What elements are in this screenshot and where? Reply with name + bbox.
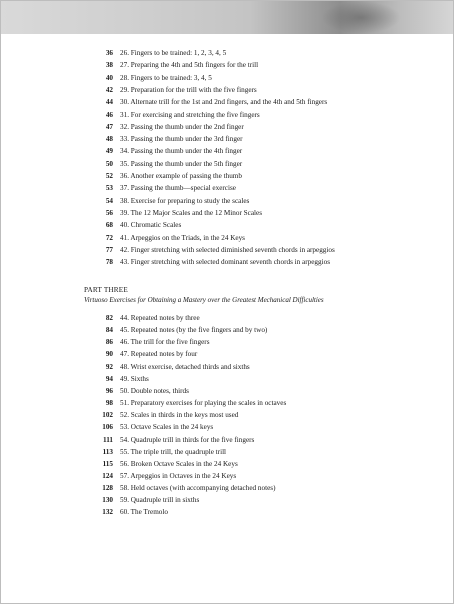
toc-page-number: 52 (105, 172, 113, 180)
toc-entry-title: 33. Passing the thumb under the 3rd finger (120, 135, 243, 144)
toc-entry-title: 48. Wrist exercise, detached thirds and sixths (120, 362, 250, 371)
toc-entry (1, 73, 453, 84)
toc-entry-title: 60. The Tremolo (120, 508, 168, 517)
toc-page-number: 90 (105, 350, 113, 359)
toc-entry-title: 56. Broken Octave Scales in the 24 Keys (120, 459, 238, 468)
toc-entry (1, 471, 453, 482)
toc-entry-title: 35. Passing the thumb under the 5th finger (120, 159, 243, 168)
toc-page-number: 38 (105, 61, 113, 70)
toc-page-number: 46 (105, 110, 113, 119)
toc-entry (1, 245, 453, 256)
toc-entry (1, 313, 453, 324)
toc-page-number: 50 (105, 159, 113, 168)
toc-entry-title: 54. Quadruple trill in thirds for the five fingers (120, 435, 255, 444)
toc-entry (1, 362, 453, 373)
toc-entry (1, 171, 453, 182)
toc-entry (1, 60, 453, 71)
toc-entry-title: 44. Repeated notes by three (120, 314, 200, 322)
toc-entry (1, 495, 453, 506)
toc-page-number: 48 (105, 135, 113, 144)
toc-entry (1, 208, 453, 219)
toc-page-number: 84 (105, 326, 113, 335)
toc-entry (1, 146, 453, 157)
toc-entry-title: 37. Passing the thumb—special exercise (120, 184, 236, 193)
toc-entry-title: 39. The 12 Major Scales and the 12 Minor Scales (120, 208, 262, 217)
toc-entry (1, 507, 453, 518)
toc-entry-title: 31. For exercising and stretching the five fingers (120, 110, 260, 119)
toc-page-number: 82 (105, 314, 113, 322)
toc-entry-title: 46. The trill for the five fingers (120, 338, 210, 347)
toc-entry (1, 435, 453, 446)
toc-entry-title: 34. Passing the thumb under the 4th finger (120, 147, 243, 156)
header-band-shade (321, 1, 401, 34)
toc-entry (1, 422, 453, 433)
toc-entry (1, 183, 453, 194)
toc-page-number: 47 (105, 122, 113, 131)
toc-entry (1, 374, 453, 385)
toc-entry (1, 110, 453, 121)
toc-page-number: 56 (105, 208, 113, 217)
toc-entry (1, 386, 453, 397)
toc-entry (1, 134, 453, 145)
toc-entry (1, 97, 453, 108)
toc-page-number: 115 (102, 459, 113, 468)
toc-entry (1, 349, 453, 360)
toc-entry-title: 27. Preparing the 4th and 5th fingers for the trill (120, 61, 259, 70)
header-band (1, 1, 453, 34)
toc-entry (1, 85, 453, 96)
toc-entry (1, 325, 453, 336)
toc-page-number: 94 (105, 374, 113, 383)
toc-entry-title: 38. Exercise for preparing to study the scales (120, 196, 250, 205)
toc-entry-title: 59. Quadruple trill in sixths (120, 496, 200, 505)
toc-entry-title: 29. Preparation for the trill with the five fingers (120, 85, 257, 94)
toc-entry (1, 398, 453, 409)
toc-page-number: 53 (105, 184, 113, 193)
toc-entry-title: 36. Another example of passing the thumb (120, 172, 242, 180)
toc-entry (1, 220, 453, 231)
toc-page-number: 77 (105, 245, 113, 254)
toc-page-number: 132 (102, 508, 113, 517)
toc-entry-title: 26. Fingers to be trained: 1, 2, 3, 4, 5 (120, 49, 227, 57)
toc-entry-title: 47. Repeated notes by four (120, 350, 198, 359)
toc-entry (1, 48, 453, 59)
toc-entry-title: 43. Finger stretching with selected dominant seventh chords in arpeggios (120, 258, 330, 267)
toc-page-number: 98 (105, 399, 113, 408)
toc-entry (1, 233, 453, 244)
toc-page-number: 106 (102, 423, 113, 432)
toc-page-number: 36 (105, 49, 113, 57)
toc-page-number: 113 (102, 447, 113, 456)
toc-page-number: 86 (105, 338, 113, 347)
toc-page-number: 102 (102, 411, 113, 420)
toc-page-number: 49 (105, 147, 113, 156)
toc-entry-title: 55. The triple trill, the quadruple trill (120, 447, 227, 456)
toc-page-number: 54 (105, 196, 113, 205)
toc-entry (1, 459, 453, 470)
toc-entry-title: 40. Chromatic Scales (120, 221, 182, 230)
part-three-subtitle: Virtuoso Exercises for Obtaining a Mastery over the Greatest Mechanical Difficulties (84, 296, 324, 304)
toc-entry-title: 32. Passing the thumb under the 2nd finger (120, 122, 244, 131)
toc-entry (1, 337, 453, 348)
toc-entry (1, 483, 453, 494)
toc-entry-title: 52. Scales in thirds in the keys most used (120, 411, 239, 420)
toc-page-number: 130 (102, 496, 113, 505)
toc-entry-title: 53. Octave Scales in the 24 keys (120, 423, 214, 432)
toc-entry (1, 122, 453, 133)
toc-page-number: 111 (103, 435, 113, 444)
part-three-heading: PART THREE (84, 286, 128, 294)
toc-entry-title: 58. Held octaves (with accompanying detached notes) (120, 484, 276, 493)
toc-entry-title: 41. Arpeggios on the Triads, in the 24 Keys (120, 233, 245, 242)
toc-page-number: 124 (102, 471, 113, 480)
toc-page-number: 92 (105, 362, 113, 371)
toc-page-number: 42 (105, 85, 113, 94)
toc-entry-title: 28. Fingers to be trained: 3, 4, 5 (120, 73, 212, 82)
toc-entry-title: 49. Sixths (120, 374, 149, 383)
toc-page-number: 68 (105, 221, 113, 230)
toc-entry (1, 447, 453, 458)
toc-entry-title: 57. Arpeggios in Octaves in the 24 Keys (120, 471, 237, 480)
toc-page-number: 44 (105, 98, 113, 107)
toc-entry-title: 42. Finger stretching with selected diminished seventh chords in arpeggios (120, 245, 335, 254)
toc-entry-title: 51. Preparatory exercises for playing the scales in octaves (120, 399, 287, 408)
toc-entry (1, 159, 453, 170)
toc-entry (1, 410, 453, 421)
toc-entry-title: 45. Repeated notes (by the five fingers and by two) (120, 326, 268, 335)
toc-page-number: 96 (105, 386, 113, 395)
toc-page-number: 40 (105, 73, 113, 82)
toc-page-number: 72 (105, 233, 113, 242)
toc-entry-title: 30. Alternate trill for the 1st and 2nd fingers, and the 4th and 5th fingers (120, 98, 328, 107)
toc-page-number: 78 (105, 258, 113, 267)
toc-page-number: 128 (102, 484, 113, 493)
toc-entry (1, 196, 453, 207)
toc-entry-title: 50. Double notes, thirds (120, 386, 189, 395)
toc-entry (1, 257, 453, 268)
